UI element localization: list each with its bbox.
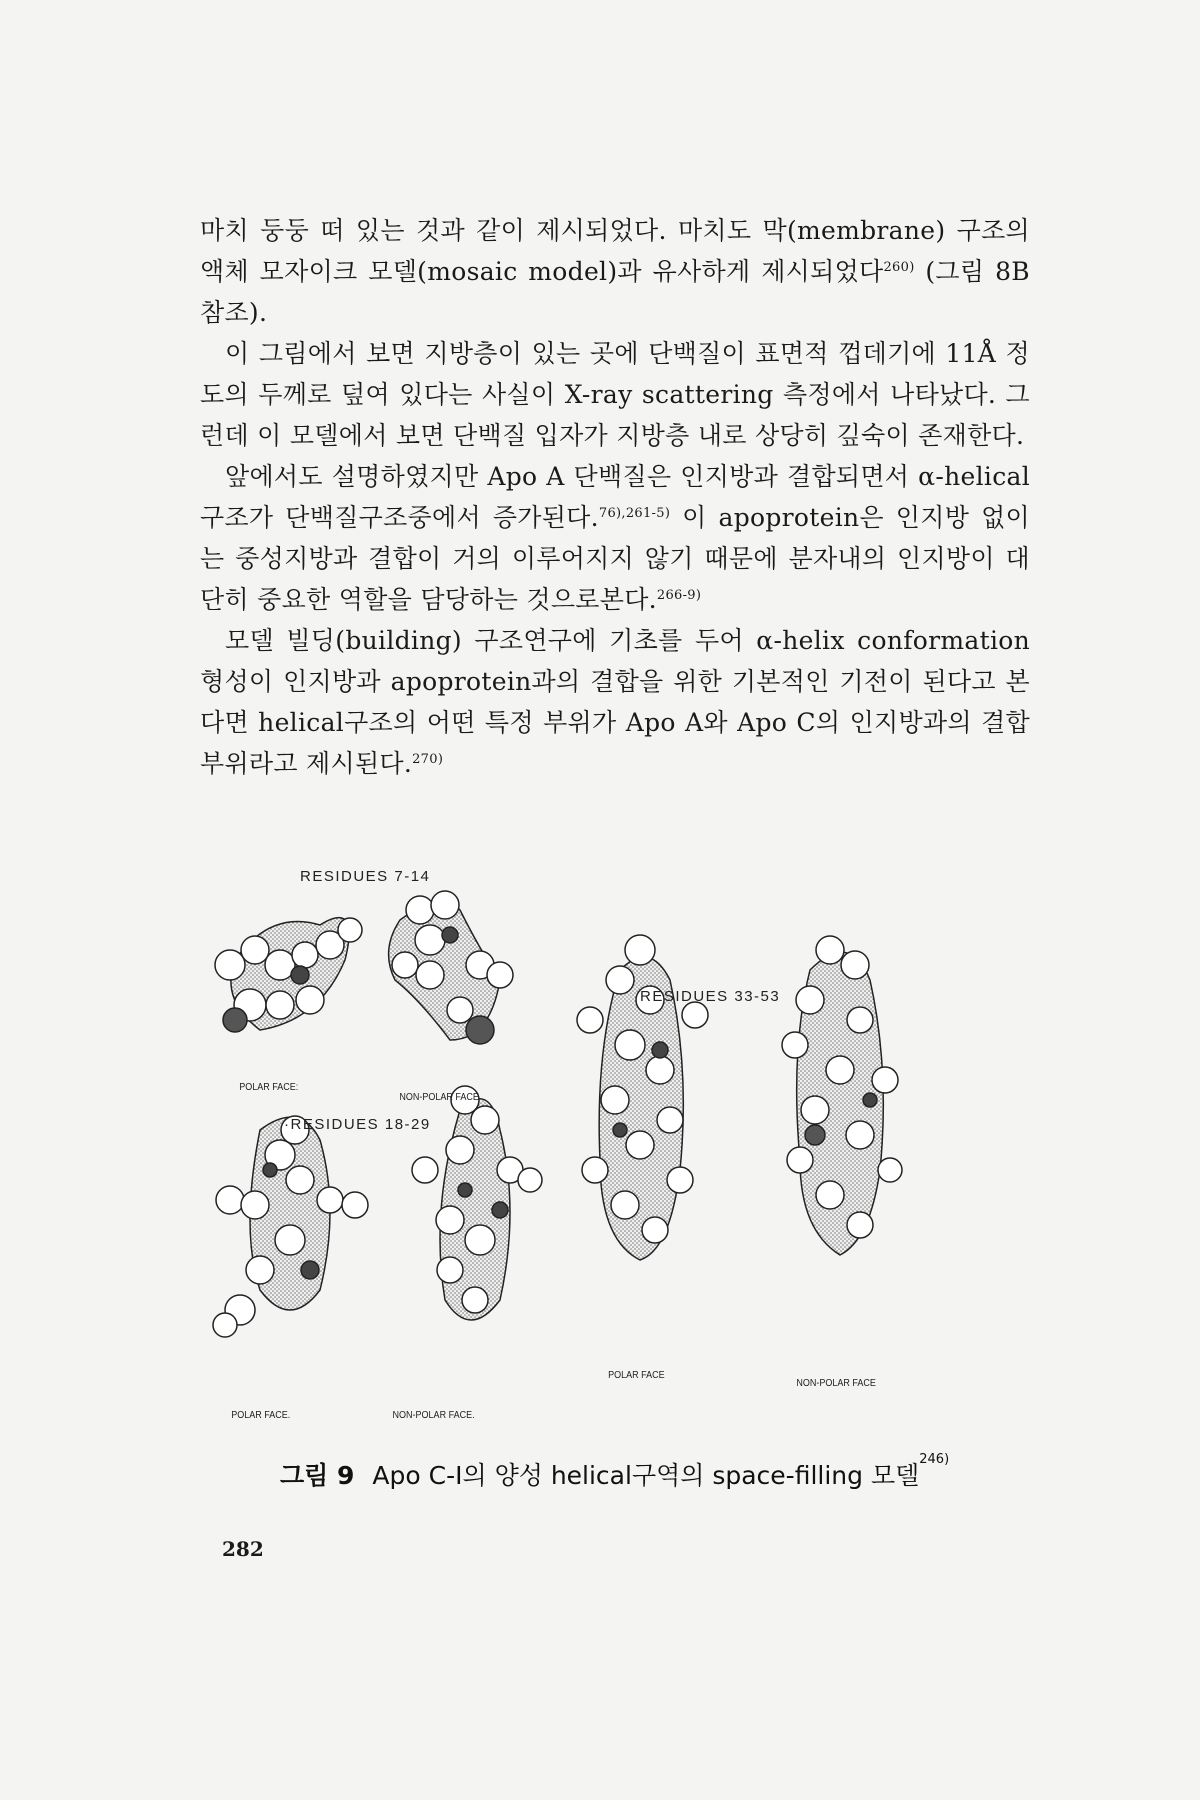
page-number: 282 <box>222 1537 264 1561</box>
molecule-33-53-nonpolar <box>782 936 902 1255</box>
reference-266: 266-9) <box>656 588 702 603</box>
paragraph-4-text: 모델 빌딩(building) 구조연구에 기초를 두어 α-helix conformation 형성이 인지방과 apoprotein과의 결합을 위한 기본적인 기전이 된다고 본다면 helical구조의 어떤 특정 부위가 Apo A와 Apo C의 인지방과의 결합부위라고 제시된다. <box>200 626 1030 778</box>
paragraph-2 <box>200 333 1030 456</box>
caption-number: 그림 9 <box>280 1461 355 1490</box>
molecule-7-14-polar <box>215 918 362 1032</box>
label-polar-face-3: POLAR FACE <box>608 1370 665 1381</box>
label-residues-33-53: RESIDUES 33-53 <box>640 988 781 1005</box>
paragraph-1 <box>200 210 1030 333</box>
label-nonpolar-face-3: NON-POLAR FACE <box>796 1378 876 1389</box>
caption-text: Apo C-Ⅰ의 양성 helical구역의 space-filling 모델 <box>372 1461 920 1490</box>
body-text <box>200 210 1030 784</box>
paragraph-2-text: 이 그림에서 보면 지방층이 있는 곳에 단백질이 표면적 껍데기에 11Å 정도의 두께로 덮여 있다는 사실이 X-ray scattering 측정에서 나타났다. 그런데 이 모델에서 보면 단백질 입자가 지방층 내로 상당히 깊숙이 존재한다. <box>200 339 1030 450</box>
figure-caption <box>280 1452 1020 1492</box>
label-polar-face-1: POLAR FACE: <box>239 1082 299 1093</box>
paragraph-3 <box>200 456 1030 620</box>
space-filling-figure <box>200 870 1030 1430</box>
reference-76-261: 76),261-5) <box>598 506 671 521</box>
paragraph-4 <box>200 620 1030 784</box>
molecule-illustrations <box>200 870 1030 1430</box>
paragraph-3-text: 앞에서도 설명하였지만 Apo A 단백질은 인지방과 결합되면서 α-helical구조가 단백질구조중에서 증가된다. <box>200 462 1030 532</box>
caption-reference: 246) <box>919 1452 950 1467</box>
paragraph-3-tail: 이 apoprotein은 인지방 없이는 중성지방과 결합이 거의 이루어지지 않기 때문에 분자내의 인지방이 대단히 중요한 역할을 담당하는 것으로본다. <box>200 503 1030 614</box>
reference-260: 260) <box>883 260 915 275</box>
molecule-18-29-nonpolar <box>412 1086 542 1320</box>
label-nonpolar-face-2: NON-POLAR FACE. <box>392 1410 475 1421</box>
paragraph-1-tail: (그림 8B 참조). <box>200 257 1030 327</box>
label-residues-7-14: RESIDUES 7-14 <box>300 868 431 885</box>
paragraph-1-text: 마치 둥둥 떠 있는 것과 같이 제시되었다. 마치도 막(membrane) 구조의 액체 모자이크 모델(mosaic model)과 유사하게 제시되었다 <box>200 216 1030 286</box>
molecule-33-53-polar <box>577 935 708 1260</box>
reference-270: 270) <box>412 752 444 767</box>
molecule-18-29-polar <box>213 1116 368 1337</box>
label-nonpolar-face-1: NON-POLAR FACE <box>399 1092 479 1103</box>
label-residues-18-29: ·RESIDUES 18-29 <box>284 1116 431 1133</box>
label-polar-face-2: POLAR FACE. <box>231 1410 291 1421</box>
molecule-7-14-nonpolar <box>389 891 513 1044</box>
